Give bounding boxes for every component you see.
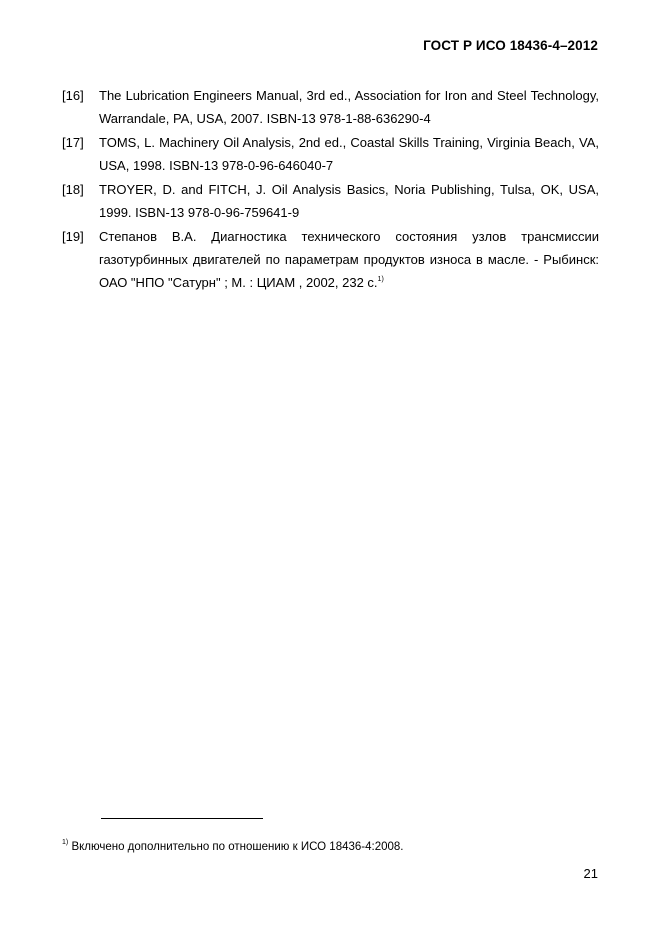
- reference-item-19: [62, 225, 599, 294]
- reference-text: TROYER, D. and FITCH, J. Oil Analysis Basics, Noria Publishing, Tulsa, OK, USA, 1999. ISBN-13 978-0-96-759641-9: [99, 182, 599, 220]
- reference-number: [19]: [62, 229, 84, 244]
- footnote-text: Включено дополнительно по отношению к ИСО 18436-4:2008.: [71, 841, 404, 853]
- page-number: 21: [583, 866, 598, 881]
- reference-text-container: [99, 225, 599, 294]
- footnote: [62, 839, 404, 855]
- reference-text: TOMS, L. Machinery Oil Analysis, 2nd ed., Coastal Skills Training, Virginia Beach, VA, USA, 1998. ISBN-13 978-0-96-646040-7: [99, 135, 599, 173]
- reference-item-17: [62, 131, 599, 177]
- reference-number: [18]: [62, 182, 84, 197]
- reference-item-16: [62, 84, 599, 130]
- reference-number: [16]: [62, 88, 84, 103]
- reference-number: [17]: [62, 135, 84, 150]
- reference-text: Степанов В.А. Диагностика технического состояния узлов трансмиссии газотурбинных двигателей по параметрам продуктов износа в масле. - Рыбинск: ОАО "НПО "Сатурн" ; М. : ЦИАМ , 2002, 232 с.: [99, 229, 599, 290]
- bibliography-list: [62, 84, 599, 295]
- reference-text: The Lubrication Engineers Manual, 3rd ed., Association for Iron and Steel Technology, Warrandale, PA, USA, 2007. ISBN-13 978-1-88-636290-4: [99, 88, 599, 126]
- footnote-separator: [101, 818, 263, 819]
- footnote-reference-mark: 1): [377, 275, 384, 283]
- reference-item-18: [62, 178, 599, 224]
- document-header: ГОСТ Р ИСО 18436-4–2012: [423, 38, 598, 53]
- footnote-mark: 1): [62, 839, 69, 847]
